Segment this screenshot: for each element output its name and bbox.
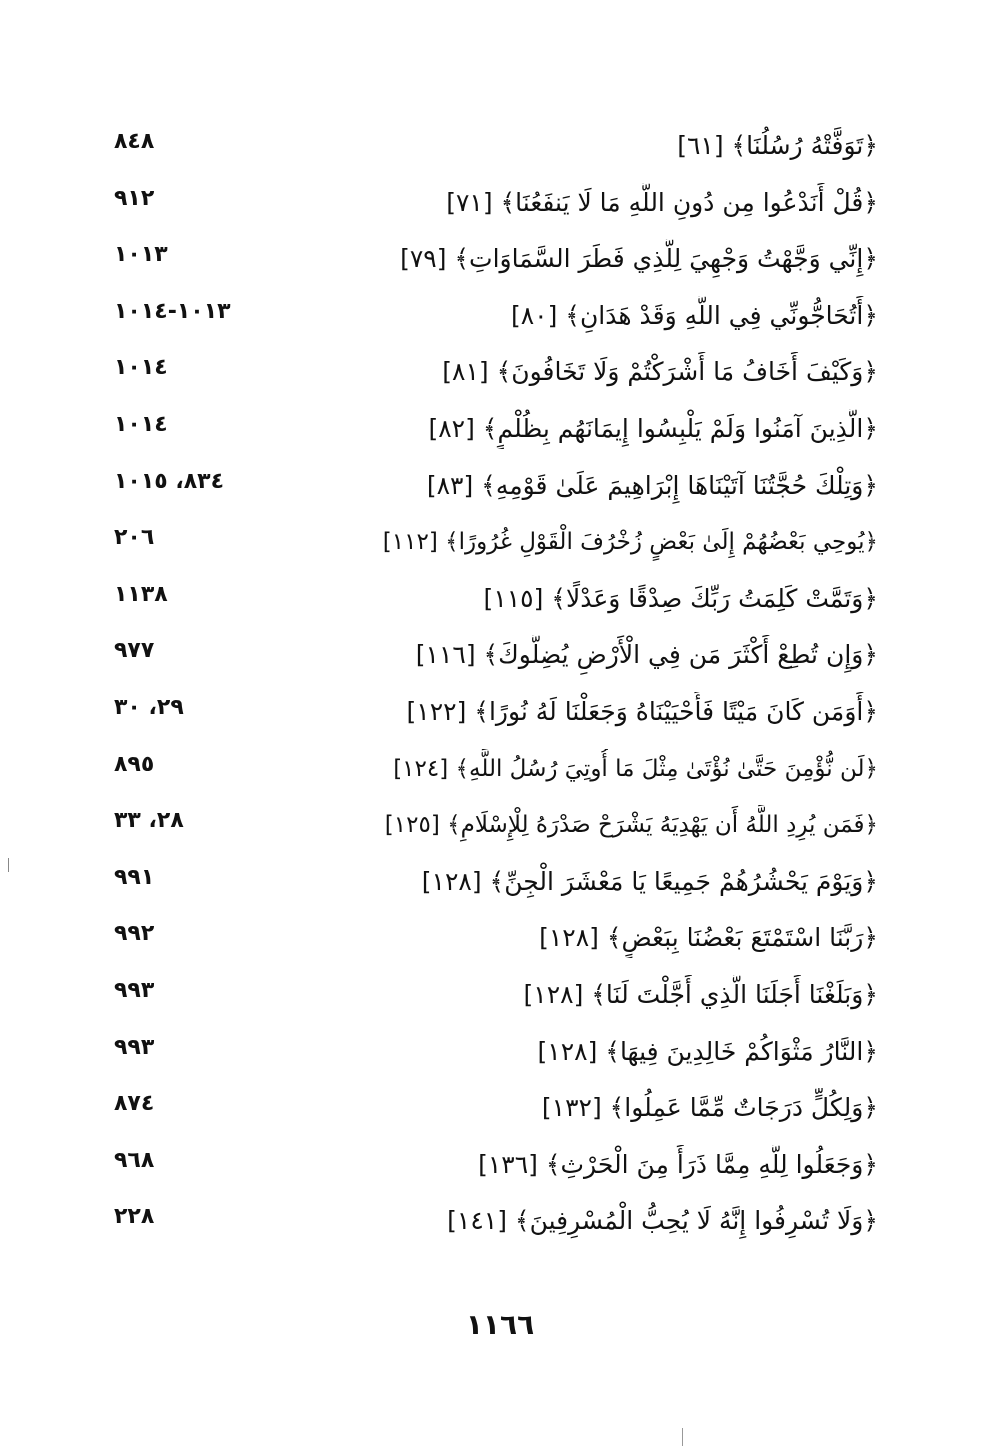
page-reference: ٢٠٦ [114, 525, 155, 551]
list-item [0, 854, 1000, 911]
list-item [0, 514, 1000, 571]
verse-text: ﴿وَيَوْمَ يَحْشُرُهُمْ جَمِيعًا يَا مَعْشَرَ الْجِنِّ﴾ [١٢٨] [421, 866, 878, 896]
list-item [0, 344, 1000, 401]
page-reference: ٢٩، ٣٠ [114, 694, 184, 720]
verse-text: ﴿أَتُحَاجُّونِّي فِي اللَّهِ وَقَدْ هَدَانِ﴾ [٨٠] [510, 300, 878, 330]
list-item [0, 401, 1000, 458]
list-item [0, 1024, 1000, 1081]
verse-text: ﴿إِنِّي وَجَّهْتُ وَجْهِيَ لِلَّذِي فَطَرَ السَّمَاوَاتِ﴾ [٧٩] [400, 244, 878, 274]
page-reference: ١١٣٨ [114, 581, 168, 607]
scan-mark [682, 1428, 683, 1446]
list-item [0, 684, 1000, 741]
page-reference: ١٠١٤ [114, 411, 168, 437]
page-reference: ٨٣٤، ١٠١٥ [114, 468, 225, 494]
list-item [0, 1080, 1000, 1137]
list-item [0, 627, 1000, 684]
verse-text: ﴿وَتِلْكَ حُجَّتُنَا آتَيْنَاهَا إِبْرَاهِيمَ عَلَىٰ قَوْمِهِ﴾ [٨٣] [426, 470, 878, 500]
verse-text: ﴿قُلْ أَنَدْعُوا مِن دُونِ اللَّهِ مَا لَا يَنفَعُنَا﴾ [٧١] [446, 187, 878, 217]
verse-text: ﴿النَّارُ مَثْوَاكُمْ خَالِدِينَ فِيهَا﴾ [١٢٨] [537, 1036, 878, 1066]
verse-text: ﴿وَلِكُلٍّ دَرَجَاتٌ مِّمَّا عَمِلُوا﴾ [١٣٢] [541, 1093, 878, 1123]
verse-text: ﴿الَّذِينَ آمَنُوا وَلَمْ يَلْبِسُوا إِيمَانَهُم بِظُلْمٍ﴾ [٨٢] [428, 413, 878, 443]
verse-text: ﴿لَن نُّؤْمِنَ حَتَّىٰ نُؤْتَىٰ مِثْلَ مَا أُوتِيَ رُسُلُ اللَّهِ﴾ [١٢٤] [393, 755, 878, 782]
verse-text: ﴿وَلَا تُسْرِفُوا إِنَّهُ لَا يُحِبُّ الْمُسْرِفِينَ﴾ [١٤١] [447, 1206, 878, 1236]
page-reference: ٩٩٢ [114, 921, 155, 947]
verse-text: ﴿رَبَّنَا اسْتَمْتَعَ بَعْضُنَا بِبَعْضٍ﴾ [١٢٨] [539, 923, 878, 953]
page-reference: ١٠١٣-١٠١٤ [114, 298, 231, 324]
verse-text: ﴿أَوَمَن كَانَ مَيْتًا فَأَحْيَيْنَاهُ وَجَعَلْنَا لَهُ نُورًا﴾ [١٢٢] [406, 696, 878, 726]
page-reference: ١٠١٣ [114, 242, 168, 268]
list-item [0, 288, 1000, 345]
list-item [0, 458, 1000, 515]
list-item [0, 797, 1000, 854]
page-reference: ٨٤٨ [114, 129, 155, 154]
list-item [0, 118, 1000, 175]
verse-text: ﴿وَبَلَغْنَا أَجَلَنَا الَّذِي أَجَّلْتَ لَنَا﴾ [١٢٨] [523, 979, 878, 1009]
page-reference: ١٠١٤ [114, 355, 168, 381]
list-item [0, 1137, 1000, 1194]
list-item [0, 175, 1000, 232]
verse-text: ﴿وَتَمَّتْ كَلِمَتُ رَبِّكَ صِدْقًا وَعَدْلًا﴾ [١١٥] [483, 583, 878, 613]
list-item [0, 231, 1000, 288]
page-reference: ٨٩٥ [114, 751, 155, 777]
verse-text: ﴿وَإِن تُطِعْ أَكْثَرَ مَن فِي الْأَرْضِ يُضِلُّوكَ﴾ [١١٦] [415, 640, 878, 670]
margin-mark [8, 858, 9, 872]
list-item [0, 571, 1000, 628]
page-reference: ٩٧٧ [114, 638, 155, 664]
page-reference: ٢٨، ٣٣ [114, 808, 184, 834]
page-number: ١١٦٦ [465, 1308, 535, 1341]
page-reference: ٩٩٣ [114, 977, 155, 1003]
list-item [0, 910, 1000, 967]
verse-text: ﴿يُوحِي بَعْضُهُمْ إِلَىٰ بَعْضٍ زُخْرُفَ الْقَوْلِ غُرُورًا﴾ [١١٢] [382, 529, 878, 556]
list-item [0, 741, 1000, 798]
verse-text: ﴿وَكَيْفَ أَخَافُ مَا أَشْرَكْتُمْ وَلَا تَخَافُونَ﴾ [٨١] [442, 357, 878, 387]
page-reference: ٨٧٤ [114, 1091, 155, 1117]
page-reference: ٩١٢ [114, 185, 155, 211]
verse-index-list [0, 118, 1000, 1250]
verse-text: ﴿تَوَفَّتْهُ رُسُلُنَا﴾ [٦١] [677, 131, 878, 160]
list-item [0, 967, 1000, 1024]
verse-text: ﴿وَجَعَلُوا لِلَّهِ مِمَّا ذَرَأَ مِنَ الْحَرْثِ﴾ [١٣٦] [478, 1149, 878, 1179]
list-item [0, 1193, 1000, 1250]
page-reference: ٩٩٣ [114, 1034, 155, 1060]
page-reference: ٩٦٨ [114, 1147, 155, 1173]
verse-text: ﴿فَمَن يُرِدِ اللَّهُ أَن يَهْدِيَهُ يَشْرَحْ صَدْرَهُ لِلْإِسْلَامِ﴾ [١٢٥] [384, 812, 878, 839]
page-reference: ٢٢٨ [114, 1204, 155, 1230]
page-reference: ٩٩١ [114, 864, 155, 890]
